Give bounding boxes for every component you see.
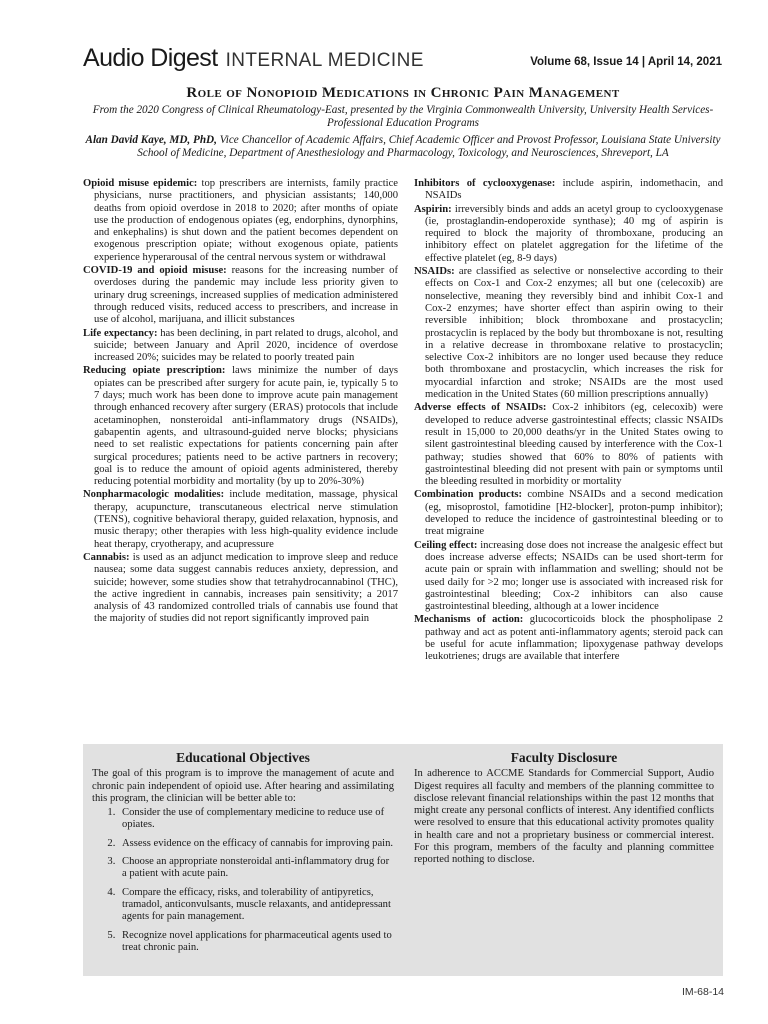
disclosure-text: In adherence to ACCME Standards for Commercial Support, Audio Digest requires all faculty and members of the planning committee to disclose relevant financial relationships within the past 12 months that might create any personal conflicts of interest. Any identified conflicts were resolved to ensure that this educational activity promotes quality in health care and not a proprietary business or commercial interest. For this program, members of the faculty and planning committee reported nothing to disclose. xyxy=(414,768,714,866)
objective-item: 5. Recognize novel applications for pharmaceutical agents used to treat chronic pain. xyxy=(118,930,394,955)
entry-text: laws minimize the number of days opiates can be prescribed after surgery for acute pain, ie, typically 5 to 7 days; much work has been done to improve acute pain management through enhanced recovery after surgery (ERAS) protocols that include acetaminophen, nonsteroidal anti-inflammatory drugs (NSAIDs), gabapentin agents, and ultrasound-guided nerve blocks; physicians need to set realistic expectations for patients concerning pain after surgical procedures; patients need to be active partners in recovery; goal is to reduce the amount of opioid agents administered, thereby reducing potential morbidity and mortality (by up to 20%-30%) xyxy=(94,365,398,488)
summary-entry xyxy=(83,178,398,264)
entry-text: combine NSAIDs and a second medication (eg, misoprostol, famotidine [H2-blocker], proton-pump inhibitor); developed to reduce the incidence of gastrointestinal bleeding or to treat migraine xyxy=(425,489,724,538)
entry-text: is used as an adjunct medication to improve sleep and reduce nausea; some data suggest cannabis reduces anxiety, depression, and suicide; however, some studies show that tetrahydrocannabinol (THC), the active ingredient in cannabis, increases pain sensitivity; a 2017 analysis of 43 randomized controlled trials of cannabis use found that the majority of studies did not report significantly improved pain xyxy=(94,551,398,625)
entry-text: Cox-2 inhibitors (eg, celecoxib) were developed to reduce adverse gastrointestinal effects; classic NSAIDs result in 15,000 to 20,000 deaths/yr in the United States owing to silent gastrointestinal bleeding caused by interference with the Cox-1 pathway; studies showed that 60% to 80% of patients with gastrointestinal bleeding did not present with pain or symptoms until the bleeding resulted in morbidity or mortality xyxy=(425,402,723,488)
author-line xyxy=(84,134,722,160)
objectives-list xyxy=(92,807,394,954)
summary-entry xyxy=(414,614,723,663)
entry-term: Life expectancy: xyxy=(83,327,158,339)
issue-line: Volume 68, Issue 14 | April 14, 2021 xyxy=(530,56,722,68)
disclosure-heading: Faculty Disclosure xyxy=(510,750,618,765)
brand-main: Audio Digest xyxy=(83,44,218,72)
brand-logo xyxy=(83,44,424,73)
author-affiliation: Vice Chancellor of Academic Affairs, Chief Academic Officer and Provost Professor, Louisiana State University School of Medicine, Department of Anesthesiology and Pharmacology, Toxicology, and Neurosciences, Shreveport, LA xyxy=(137,134,721,159)
summary-entry xyxy=(83,552,398,626)
objective-item: 3. Choose an appropriate nonsteroidal anti-inflammatory drug for a patient with acute pain. xyxy=(118,856,394,881)
objective-item: 2. Assess evidence on the efficacy of cannabis for improving pain. xyxy=(118,838,394,850)
summary-entry xyxy=(414,204,723,265)
summary-entry xyxy=(414,178,723,203)
entry-text: increasing dose does not increase the analgesic effect but does increase adverse effects; NSAIDs can be used short-term for acute pain or sprain with inflammation and swelling; should not be used daily for >2 mo; longer use is associated with increased risk for gastrointestinal bleeding; Cox-2 inhibitors can also cause gastrointestinal bleeding, although at a lower incidence xyxy=(425,539,723,613)
entry-text: are classified as selective or nonselective according to their effects on Cox-1 and Cox-2 enzymes; all but one (celecoxib) are nonselective, meaning they reversibly bind and inhibit Cox-1 and Cox-2 enzymes; have shorter effect than aspirin owing to their reversible inhibition; block thromboxane and prostacyclin; prostacyclin is replaced by the body but thromboxane is not, resulting in a relative decrease in thromboxane relative to prostacyclin; selective Cox-2 inhibitors are no longer used because they reduce both thromboxane and prostacyclin, which increases the risk for myocardial infarction and stroke; NSAIDs are the most used medication in the United States (60 million prescriptions annually) xyxy=(425,266,723,401)
info-box xyxy=(83,744,723,976)
entry-term: Cannabis: xyxy=(83,551,130,563)
objective-item: 1. Consider the use of complementary medicine to reduce use of opiates. xyxy=(118,807,394,832)
entry-term: Aspirin: xyxy=(414,203,452,215)
summary-entry xyxy=(83,365,398,488)
summary-entry xyxy=(83,328,398,365)
entry-term: Mechanisms of action: xyxy=(414,614,524,626)
summary-entry xyxy=(414,266,723,401)
right-column xyxy=(414,178,723,665)
entry-text: include meditation, massage, physical therapy, acupuncture, transcutaneous electrical nerve stimulation (TENS), cognitive behavioral therapy, guided relaxation, hypnosis, and music therapy; other therapies with less high-quality evidence include heat therapy, cryotherapy, and acupressure xyxy=(94,489,398,550)
entry-term: Nonpharmacologic modalities: xyxy=(83,489,225,501)
educational-objectives xyxy=(92,752,394,960)
entry-term: Inhibitors of cyclooxygenase: xyxy=(414,178,556,189)
summary-entry xyxy=(83,265,398,326)
summary-entry xyxy=(414,402,723,488)
left-column xyxy=(83,178,398,627)
page-title: Role of Nonopioid Medications in Chronic Pain Management xyxy=(186,85,620,101)
brand-sub: INTERNAL MEDICINE xyxy=(225,50,424,71)
entry-text: top prescribers are internists, family practice physicians, nurse practitioners, and physician assistants; 140,000 deaths from opioid overdose in 2018 to 2020; after months of opiate use the production of endogenous opiates (eg, endorphins, dynorphins, and enkephalins) is shut down and the patient becomes dependent on exogenous prescription opiate; without exogenous opiate, patients experience hyperarousal of the central nervous system or withdrawal xyxy=(94,178,398,263)
summary-entry xyxy=(83,489,398,550)
entry-text: irreversibly binds and adds an acetyl group to cyclooxygenase (ie, prostaglandin-endoperoxide synthase); 40 mg of aspirin is required to block the majority of thromboxane, producing an inhibitory effect on platelet aggregation for the lifetime of the effective platelet (eg, 8-9 days) xyxy=(425,203,723,264)
entry-text: include aspirin, indomethacin, and NSAIDs xyxy=(425,178,724,202)
objectives-heading: Educational Objectives xyxy=(176,750,310,765)
entry-term: Ceiling effect: xyxy=(414,539,478,551)
summary-entry xyxy=(414,540,723,614)
faculty-disclosure xyxy=(414,752,714,867)
presentation-source: From the 2020 Congress of Clinical Rheumatology-East, presented by the Virginia Commonwealth University, University Health Services-Professional Education Programs xyxy=(92,104,714,129)
entry-text: has been declining, in part related to drugs, alcohol, and suicide; between January and April 2020, incidence of overdose increased 20%; suicides may be related to poorly treated pain xyxy=(94,327,398,364)
objective-item: 4. Compare the efficacy, risks, and tolerability of antipyretics, tramadol, anticonvulsants, muscle relaxants, and antidepressant agents for pain management. xyxy=(118,887,394,924)
author-name: Alan David Kaye, MD, PhD, xyxy=(85,134,217,146)
entry-term: COVID-19 and opioid misuse: xyxy=(83,265,227,277)
footer-code: IM-68-14 xyxy=(681,986,724,998)
entry-term: Combination products: xyxy=(414,489,523,501)
entry-text: glucocorticoids block the phospholipase 2 pathway and act as potent anti-inflammatory agents; steroid pack can be useful for acute inflammation; lipoxygenase pathway develops leukotrienes; drugs are available that interfere xyxy=(425,614,724,663)
entry-term: Reducing opiate prescription: xyxy=(83,365,226,377)
summary-entry xyxy=(414,489,723,538)
entry-term: Opioid misuse epidemic: xyxy=(83,178,198,189)
entry-term: Adverse effects of NSAIDs: xyxy=(414,402,547,414)
entry-text: reasons for the increasing number of overdoses during the pandemic may include less priority given to urinary drug screenings, increased supplies of medication administered through reduced visits, reduced access to prescribers, and increase in use of alcohol, marijuana, and illicit substances xyxy=(94,265,398,326)
objectives-intro: The goal of this program is to improve the management of acute and chronic pain independent of opioid use. After hearing and assimilating this program, the clinician will be better able to: xyxy=(92,768,394,804)
entry-term: NSAIDs: xyxy=(414,266,455,278)
